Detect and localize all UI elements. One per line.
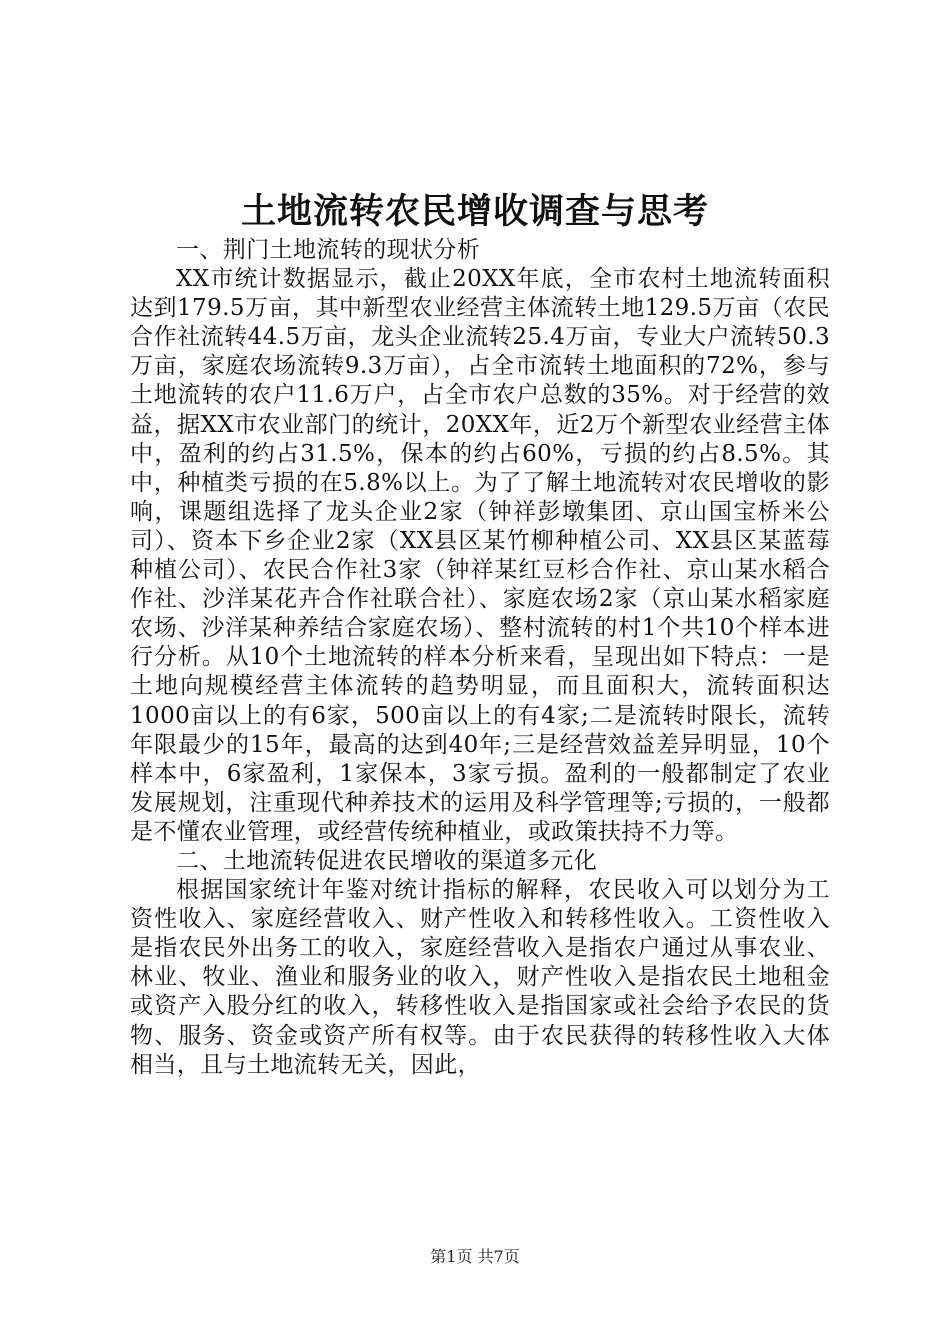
body-paragraph-2: 根据国家统计年鉴对统计指标的解释，农民收入可以划分为工资性收入、家庭经营收入、财产性收入和转移性收入。工资性收入是指农民外出务工的收入，家庭经营收入是指农户通过从事农业、林业、牧业、渔业和服务业的收入，财产性收入是指农民土地租金或资产入股分红的收入，转移性收入是指国家或社会给予农民的货物、服务、资金或资产所有权等。由于农民获得的转移性收入大体相当，且与土地流转无关，因此，	[130, 877, 830, 1078]
page-footer: 第1页 共7页	[430, 1247, 520, 1266]
body-paragraph-1: XX市统计数据显示，截止20XX年底，全市农村土地流转面积达到179.5万亩，其中新型农业经营主体流转土地129.5万亩（农民合作社流转44.5万亩，龙头企业流转25.4万亩，专业大户流转50.3万亩，家庭农场流转9.3万亩），占全市流转土地面积的72%，参与土地流转的农户11.6万户，占全市农户总数的35%。对于经营的效益，据XX市农业部门的统计，20XX年，近2万个新型农业经营主体中，盈利的约占31.5%，保本的约占60%，亏损的约占8.5%。其中，种植类亏损的在5.8%以上。为了了解土地流转对农民增收的影响，课题组选择了龙头企业2家（钟祥彭墩集团、京山国宝桥米公司）、资本下乡企业2家（XX县区某竹柳种植公司、XX县区某蓝莓种植公司）、农民合作社3家（钟祥某红豆杉合作社、京山某水稻合作社、沙洋某花卉合作社联合社）、家庭农场2家（京山某水稻家庭农场、沙洋某种养结合家庭农场）、整村流转的村1个共10个样本进行分析。从10个土地流转的样本分析来看，呈现出如下特点：一是土地向规模经营主体流转的趋势明显，而且面积大，流转面积达1000亩以上的有6家，500亩以上的有4家;二是流转时限长，流转年限最少的15年，最高的达到40年;三是经营效益差异明显，10个样本中，6家盈利，1家保本，3家亏损。盈利的一般都制定了农业发展规划，注重现代种养技术的运用及科学管理等;亏损的，一般都是不懂农业管理，或经营传统种植业，或政策扶持不力等。	[130, 266, 830, 845]
section-heading-1: 一、荆门土地流转的现状分析	[176, 237, 481, 263]
section-heading-2: 二、土地流转促进农民增收的渠道多元化	[176, 847, 598, 874]
document-title: 土地流转农民增收调查与思考	[240, 191, 709, 232]
document-body	[130, 236, 830, 1080]
